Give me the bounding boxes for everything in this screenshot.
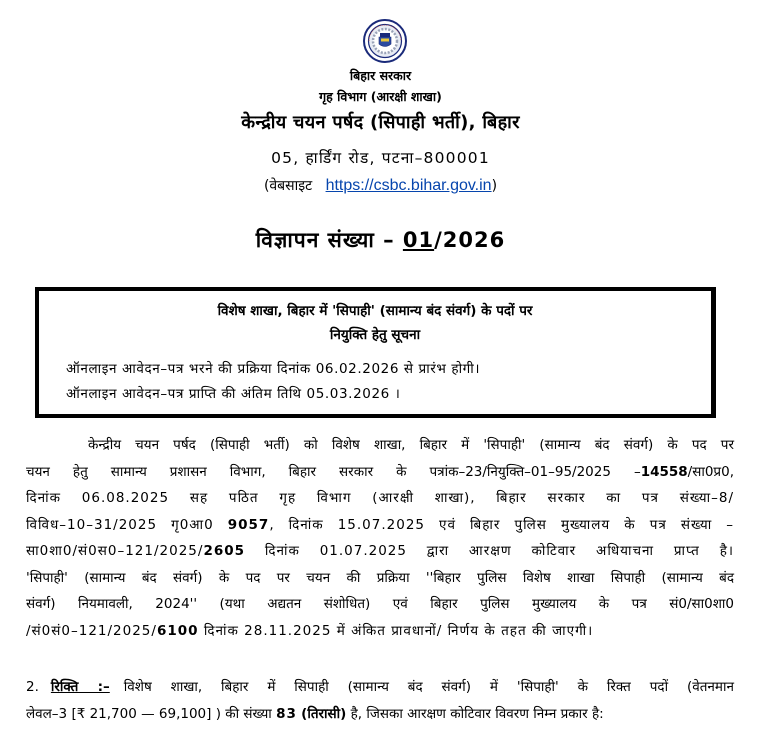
para1-line-3: दिनांक 06.08.2025 सह पठित गृह विभाग (आरक्षी शाखा), बिहार सरकार का पत्र संख्या–8/ — [26, 490, 734, 506]
board-name: केन्द्रीय चयन पर्षद (सिपाही भर्ती), बिहार — [241, 112, 520, 133]
advertisement-number — [0, 226, 761, 254]
website-suffix: ) — [491, 178, 498, 194]
website-prefix: (वेबसाइट — [263, 178, 313, 194]
para1-line-5: सा0शा0/सं0स0–121/2025/2605 दिनांक 01.07.2025 द्वारा आरक्षण कोटिवार अधियाचना प्राप्त है। — [26, 543, 734, 559]
section-title: रिक्ति :– — [50, 679, 110, 695]
notice-title-line2: नियुक्ति हेतु सूचना — [329, 327, 421, 343]
para1-line-4: विविध–10–31/2025 गृ0आ0 9057, दिनांक 15.07.2025 एवं बिहार पुलिस मुख्यालय के पत्र संख्या – — [26, 516, 734, 533]
vacancy-count-words: (तिरासी) — [301, 705, 347, 722]
para1-line-6: 'सिपाही' (सामान्य बंद संवर्ग) के पद पर चयन की प्रक्रिया ''बिहार पुलिस विशेष शाखा सिपाही (सामान्य बंद — [26, 569, 734, 586]
section-number: 2. — [26, 679, 39, 695]
advertisement-label: विज्ञापन संख्या – — [255, 228, 395, 252]
advertisement-serial: 01 — [402, 228, 435, 252]
website-line — [0, 176, 761, 195]
website-link[interactable]: https://csbc.bihar.gov.in — [325, 177, 492, 194]
application-deadline-notice: ऑनलाइन आवेदन–पत्र प्राप्ति की अंतिम तिथि 05.03.2026 । — [66, 386, 401, 402]
vacancy-line-1: 2. रिक्ति :– विशेष शाखा, बिहार में सिपाही (सामान्य बंद संवर्ग) में 'सिपाही' के रिक्त पदों (वेतनमान — [26, 679, 734, 695]
para1-line-7: संवर्ग) नियमावली, 2024'' (यथा अद्यतन संशोधित) एवं बिहार पुलिस मुख्यालय के पत्र सं0/सा0शा0 — [26, 596, 734, 612]
intro-paragraph — [26, 432, 734, 644]
advertisement-year: /2026 — [434, 228, 506, 252]
vacancy-count: 83 — [276, 705, 297, 722]
application-start-notice: ऑनलाइन आवेदन–पत्र भरने की प्रक्रिया दिनांक 06.02.2026 से प्रारंभ होगी। — [66, 361, 481, 377]
notice-title-line1: विशेष शाखा, बिहार में 'सिपाही' (सामान्य बंद संवर्ग) के पदों पर — [217, 303, 533, 319]
vacancy-section — [26, 674, 734, 727]
department-name: गृह विभाग (आरक्षी शाखा) — [319, 89, 442, 104]
government-name: बिहार सरकार — [349, 68, 412, 83]
notice-box — [35, 287, 716, 418]
para1-line-1: केन्द्रीय चयन पर्षद (सिपाही भर्ती) को विशेष शाखा, बिहार में 'सिपाही' (सामान्य बंद संवर्ग) के पद पर — [88, 437, 734, 453]
para1-line-2: चयन हेतु सामान्य प्रशासन विभाग, बिहार सरकार के पत्रांक–23/नियुक्ति–01–95/2025 –14558/सा0प्र0, — [26, 463, 734, 480]
para1-line-8: /सं0सं0–121/2025/6100 दिनांक 28.11.2025 में अंकित प्रावधानों/ निर्णय के तहत की जाएगी। — [26, 622, 594, 639]
office-address: 05, हार्डिंग रोड, पटना–800001 — [271, 149, 490, 167]
bihar-police-emblem-icon — [363, 19, 407, 63]
vacancy-line-2: लेवल–3 [₹ 21,700 — 69,100] ) की संख्या 83 (तिरासी) है, जिसका आरक्षण कोटिवार विवरण निम्न प्रकार है: — [26, 705, 604, 722]
